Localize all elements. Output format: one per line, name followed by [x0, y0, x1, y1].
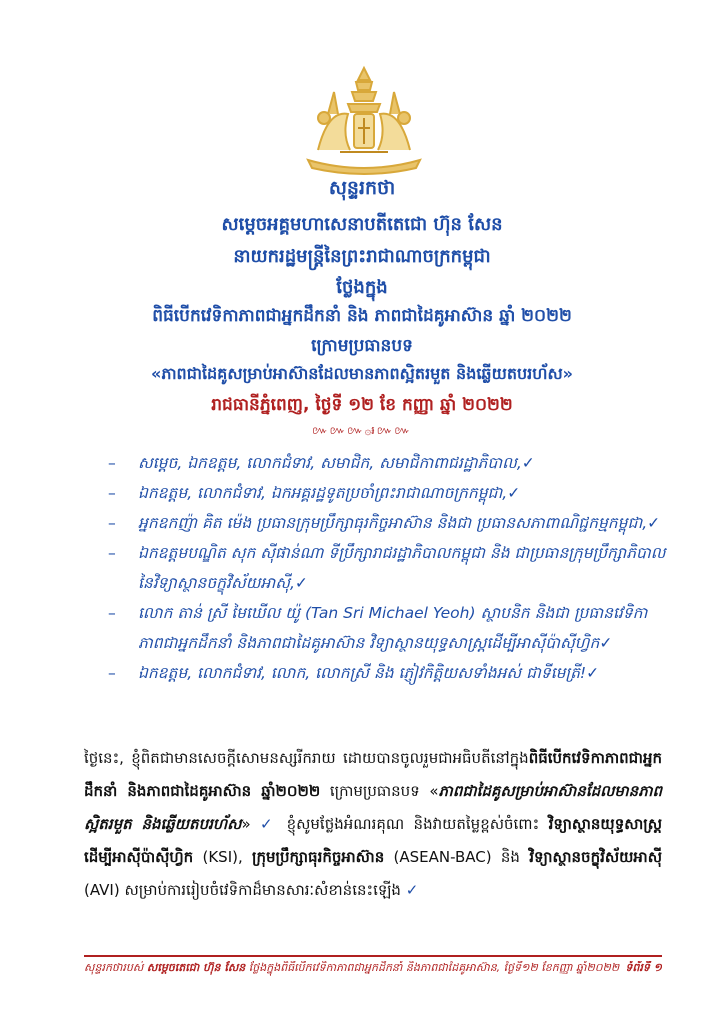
ornament-divider: ៚៚៚۞៛៚៚	[312, 424, 412, 437]
check-mark-icon: ✓	[507, 484, 521, 502]
speaker-position: នាយករដ្ឋមន្ត្រីនៃព្រះរាជាណាចក្រកម្ពុជា	[233, 246, 491, 267]
check-mark-icon: ✓	[586, 664, 600, 682]
speaker-name: សម្តេចអគ្គមហាសេនាបតីតេជោ ហ៊ុន សែន	[221, 214, 503, 235]
check-mark-icon: ✓	[294, 574, 308, 592]
footer-divider	[84, 955, 662, 957]
dash-bullet: –	[108, 664, 116, 682]
opening-paragraph: ថ្ងៃនេះ, ខ្ញុំពិតជាមានសេចក្តីសោមនស្សរីករាយ ដោយបានចូលរួមជាអធិបតីនៅក្នុងពិធីបើកវេទិកាភាពជាអ្នកដឹកនាំ និងភាពជាដៃគូអាស៊ាន ឆ្នាំ២០២២ ក្រោមប្រធានបទ «ភាពជាដៃគូសម្រាប់អាស៊ានដែលមានភាពស្អិតរមួត និងឆ្លើយតបរហ័ស» ✓ ខ្ញុំសូមថ្លែងអំណរគុណ និងវាយតម្លៃខ្ពស់ចំពោះ វិទ្យាស្ថានយុទ្ធសាស្ត្រដើម្បីអាស៊ីប៉ាស៊ីហ្វិក (KSI), ក្រុមប្រឹក្សាធុរកិច្ចអាស៊ាន (ASEAN-BAC) និង វិទ្យាស្ថានចក្ខុវិស័យអាស៊ី (AVI) សម្រាប់ការរៀបចំវេទិកាដ៏មានសារៈសំខាន់នេះឡើង ✓	[84, 749, 663, 899]
list-item	[108, 538, 668, 598]
event-name: ពិធីបើកវេទិកាភាពជាអ្នកដឹកនាំ និង ភាពជាដៃគូអាស៊ាន ឆ្នាំ ២០២២	[152, 306, 572, 326]
salutation-text: ឯកឧត្តម, លោកជំទាវ, លោក, លោកស្រី និង ភ្ញៀវកិត្តិយសទាំងអស់ ជាទីមេត្រី!	[138, 664, 587, 682]
check-mark-icon: ✓	[599, 634, 613, 652]
speech-title: សុន្ទរកថា	[328, 177, 396, 199]
page-footer: សុន្ទរកថារបស់ សម្តេចតេជោ ហ៊ុន សែន ថ្លែងក្នុងពិធីបើកវេទិកាភាពជាអ្នកដឹកនាំ និងភាពជាដៃគូអាស៊ាន, ថ្ងៃទី១២ ខែកញ្ញា ឆ្នាំ២០២២ ទំព័រទី ១	[84, 961, 662, 977]
occasion-intro: ថ្លែងក្នុង	[336, 277, 388, 298]
list-item	[108, 478, 668, 508]
salutation-list	[108, 448, 668, 688]
footer-speaker: សម្តេចតេជោ ហ៊ុន សែន	[146, 961, 246, 974]
list-item	[108, 448, 668, 478]
salutation-text: ឯកឧត្តមបណ្ឌិត សុក ស៊ីផាន់ណា ទីប្រឹក្សារាជរដ្ឋាភិបាលកម្ពុជា និង ជាប្រធានក្រុមប្រឹក្សាភិបាលនៃវិទ្យាស្ថានចក្ខុវិស័យអាស៊ី,	[138, 544, 666, 592]
org-ksi: វិទ្យាស្ថានយុទ្ធសាស្ត្រដើម្បីអាស៊ីប៉ាស៊ីហ្វិក	[84, 815, 663, 866]
theme-label: ក្រោមប្រធានបទ	[311, 336, 413, 356]
theme-text: «ភាពជាដៃគូសម្រាប់អាស៊ានដែលមានភាពស្អិតរមួត និងឆ្លើយតបរហ័ស»	[150, 364, 574, 383]
check-mark-icon: ✓	[647, 514, 661, 532]
event-name-inline: ពិធីបើកវេទិកាភាពជាអ្នកដឹកនាំ និងភាពជាដៃគូអាស៊ាន ឆ្នាំ២០២២	[84, 749, 662, 800]
dash-bullet: –	[108, 514, 116, 532]
dash-bullet: –	[108, 484, 116, 502]
place-date: រាជធានីភ្នំពេញ, ថ្ងៃទី ១២ ខែ កញ្ញា ឆ្នាំ ២០២២	[211, 395, 513, 415]
page-number: ទំព័រទី ១	[625, 961, 662, 974]
salutation-text: ឯកឧត្តម, លោកជំទាវ, ឯកអគ្គរដ្ឋទូតប្រចាំព្រះរាជាណាចក្រកម្ពុជា,	[138, 484, 508, 502]
list-item	[108, 598, 668, 658]
dash-bullet: –	[108, 544, 116, 562]
royal-coat-of-arms-emblem	[300, 64, 428, 176]
salutation-text: អ្នកឧកញ៉ា គិត ម៉េង ប្រធានក្រុមប្រឹក្សាធុរកិច្ចអាស៊ាន និងជា ប្រធានសភាពាណិជ្ជកម្មកម្ពុជា,	[138, 514, 648, 532]
list-item	[108, 508, 668, 538]
check-mark-icon: ✓	[405, 881, 419, 899]
org-avi: វិទ្យាស្ថានចក្ខុវិស័យអាស៊ី	[529, 848, 662, 866]
dash-bullet: –	[108, 454, 116, 472]
theme-inline: ភាពជាដៃគូសម្រាប់អាស៊ានដែលមានភាពស្អិតរមួត និងឆ្លើយតបរហ័ស	[84, 782, 662, 833]
check-mark-icon: ✓	[521, 454, 535, 472]
salutation-text: សម្តេច, ឯកឧត្តម, លោកជំទាវ, សមាជិក, សមាជិកាពាជរដ្ឋាភិបាល,	[138, 454, 522, 472]
salutation-text: លោក តាន់ ស្រី មៃឃើល យ៉ូ (Tan Sri Michael Yeoh) ស្ថាបនិក និងជា ប្រធានវេទិកាភាពជាអ្នកដឹកនាំ និងភាពជាដៃគូអាស៊ាន វិទ្យាស្ថានយុទ្ធសាស្ត្រដើម្បីអាស៊ីប៉ាស៊ីហ្វិក	[138, 604, 648, 652]
org-asean-bac: ក្រុមប្រឹក្សាធុរកិច្ចអាស៊ាន	[252, 848, 385, 866]
dash-bullet: –	[108, 604, 116, 622]
list-item	[108, 658, 668, 688]
check-mark-icon: ✓	[260, 815, 278, 833]
